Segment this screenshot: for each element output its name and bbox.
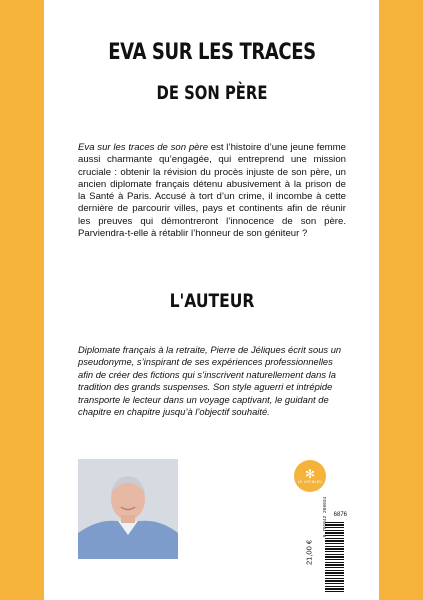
publisher-logo — [294, 460, 326, 492]
synopsis-book-title: Eva sur les traces de son père — [78, 142, 209, 153]
synopsis — [78, 142, 346, 240]
publisher-logo-text: LE LYS BLEU — [297, 480, 323, 484]
right-yellow-band — [379, 0, 423, 600]
author-heading: L'AUTEUR — [169, 290, 255, 312]
author-photo — [78, 459, 178, 559]
product-code: 6876 — [333, 512, 347, 518]
price: 21,00 € — [304, 539, 314, 566]
isbn-digits: 9 791042 206934 — [323, 496, 328, 538]
author-bio: Diplomate français à la retraite, Pierre de Jéliques écrit sous un pseudonyme, s’inspirant de ses expériences professionnelles afin de créer des fictions qui s’inscrivent naturellement dans la tradition des grands suspenses. Son style aguerri et intrépide transporte le lecteur dans un voyage captivant, le guidant de chapitre en chapitre jusqu’à l’objectif souhaité. — [78, 344, 342, 418]
cover-content — [78, 0, 346, 600]
book-title: EVA SUR LES TRACES — [108, 40, 316, 65]
book-title-line2: DE SON PÈRE — [156, 82, 268, 104]
left-yellow-band — [0, 0, 44, 600]
barcode-area — [301, 496, 347, 598]
publisher-lily-icon: ✻ — [304, 467, 316, 481]
synopsis-text: est l’histoire d’une jeune femme aussi charmante qu’engagée, qui entreprend une mission cruciale : obtenir la révision du procès injuste de son père, un ancien diplomate français détenu abusivement à la prison de la Santé à Paris. Accusé à tort d’un crime, il incombe à cette dernière de parcourir villes, pays et continents afin de réunir les preuves qui démontreront l’innocence de son père. Parviendra-t-elle à rétablir l’honneur de son géniteur ? — [78, 142, 346, 240]
author-portrait — [78, 459, 178, 559]
